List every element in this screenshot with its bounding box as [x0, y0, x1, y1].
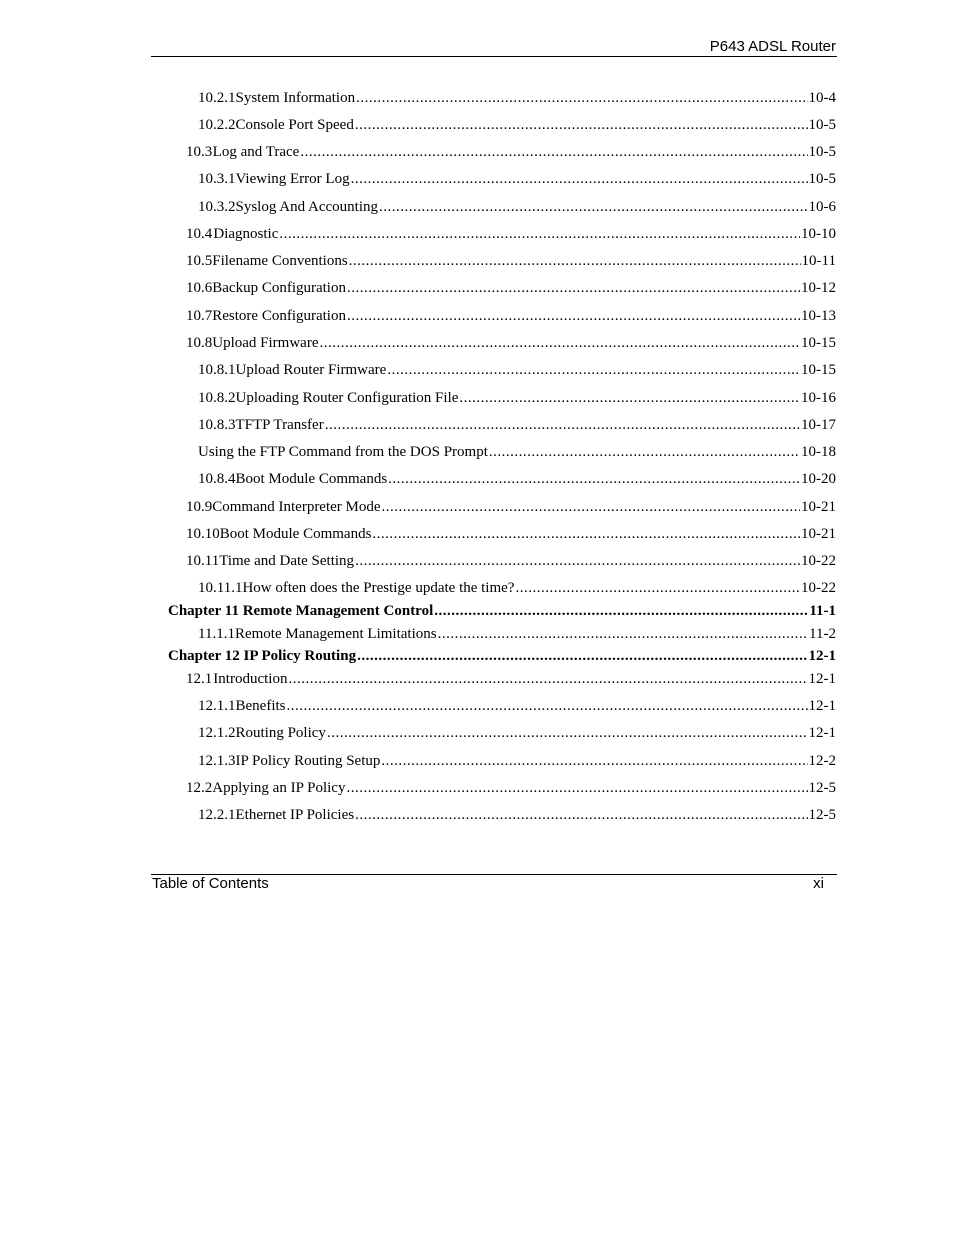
- footer-section-title: Table of Contents: [152, 875, 269, 892]
- toc-dot-leader: [355, 552, 800, 570]
- toc-entry-title: Benefits: [235, 698, 286, 714]
- toc-entry[interactable]: [198, 752, 836, 770]
- toc-entry-number: 10.7: [186, 308, 213, 324]
- toc-dot-leader: [379, 198, 807, 216]
- toc-entry[interactable]: [186, 525, 836, 543]
- toc-dot-leader: [434, 602, 808, 620]
- toc-entry-number: 10.8.1: [198, 362, 236, 378]
- toc-entry-page: 12-2: [808, 753, 836, 769]
- toc-entry-page: 10-11: [801, 253, 836, 269]
- toc-entry-number: 10.11: [186, 553, 220, 569]
- toc-entry-page: 10-21: [801, 526, 836, 542]
- toc-entry-number: 10.8.4: [198, 471, 236, 487]
- toc-dot-leader: [381, 752, 807, 770]
- toc-entry-page: 10-4: [808, 90, 836, 106]
- toc-entry[interactable]: [198, 89, 836, 107]
- toc-entry-page: 10-5: [808, 117, 836, 133]
- toc-entry[interactable]: [198, 443, 836, 461]
- toc-entry-number: 12.1: [186, 671, 213, 687]
- toc-entry[interactable]: [186, 279, 836, 297]
- toc-entry-title: How often does the Prestige update the time?: [242, 580, 515, 596]
- toc-dot-leader: [356, 89, 807, 107]
- toc-chapter-page: 12-1: [808, 648, 836, 664]
- toc-entry-page: 12-5: [808, 807, 836, 823]
- toc-entry-page: 10-5: [808, 171, 836, 187]
- toc-entry-number: 12.1.3: [198, 753, 236, 769]
- toc-dot-leader: [355, 806, 807, 824]
- toc-dot-leader: [438, 625, 808, 643]
- toc-entry-page: 11-2: [809, 626, 836, 642]
- toc-entry-number: 12.2.1: [198, 807, 236, 823]
- toc-entry-number: 10.8.2: [198, 390, 236, 406]
- toc-entry[interactable]: [186, 225, 836, 243]
- toc-entry[interactable]: [186, 143, 836, 161]
- toc-entry-page: 10-5: [808, 144, 836, 160]
- toc-entry-number: 10.4: [186, 226, 213, 242]
- toc-entry-title: TFTP Transfer: [235, 417, 324, 433]
- toc-dot-leader: [382, 498, 800, 516]
- toc-dot-leader: [515, 579, 800, 597]
- toc-dot-leader: [346, 779, 807, 797]
- toc-entry-title: Upload Router Firmware: [235, 362, 387, 378]
- toc-entry-number: 10.3: [186, 144, 213, 160]
- toc-entry-number: 10.3.2: [198, 199, 236, 215]
- toc-entry-title: Ethernet IP Policies: [235, 807, 355, 823]
- toc-dot-leader: [319, 334, 800, 352]
- toc-entry-page: 10-13: [801, 308, 836, 324]
- toc-entry-page: 12-1: [808, 671, 836, 687]
- toc-dot-leader: [387, 361, 800, 379]
- toc-entry-page: 10-18: [801, 444, 836, 460]
- toc-entry-number: 10.10: [186, 526, 220, 542]
- toc-entry[interactable]: [186, 552, 836, 570]
- toc-entry-page: 12-1: [808, 725, 836, 741]
- toc-entry[interactable]: [198, 416, 836, 434]
- toc-entry-title: Log and Trace: [212, 144, 300, 160]
- toc-entry-number: 12.1.1: [198, 698, 236, 714]
- toc-entry-number: 10.3.1: [198, 171, 236, 187]
- toc-entry[interactable]: [186, 307, 836, 325]
- toc-entry-title: Console Port Speed: [235, 117, 354, 133]
- toc-entry-title: Viewing Error Log: [235, 171, 350, 187]
- toc-dot-leader: [287, 697, 808, 715]
- toc-entry-title: Restore Configuration: [212, 308, 346, 324]
- toc-entry-number: 12.2: [186, 780, 213, 796]
- toc-entry-title: Uploading Router Configuration File: [235, 390, 459, 406]
- toc-entry-page: 10-15: [801, 362, 836, 378]
- toc-entry-title: System Information: [235, 90, 356, 106]
- toc-entry-number: 10.2.2: [198, 117, 236, 133]
- toc-entry[interactable]: [186, 334, 836, 352]
- toc-entry-number: 10.9: [186, 499, 213, 515]
- toc-entry-number: 12.1.2: [198, 725, 236, 741]
- toc-dot-leader: [349, 252, 801, 270]
- toc-entry-title: Applying an IP Policy: [212, 780, 346, 796]
- toc-entry[interactable]: [186, 252, 836, 270]
- toc-entry-title: Routing Policy: [235, 725, 326, 741]
- toc-entry-page: 10-16: [801, 390, 836, 406]
- toc-entry-number: 10.2.1: [198, 90, 236, 106]
- toc-chapter-title: Chapter 12 IP Policy Routing: [168, 648, 357, 664]
- toc-entry-title: Introduction: [213, 671, 288, 687]
- toc-chapter-title: Chapter 11 Remote Management Control: [168, 603, 434, 619]
- toc-entry-title: IP Policy Routing Setup: [235, 753, 381, 769]
- toc-entry-title: Boot Module Commands: [235, 471, 388, 487]
- toc-dot-leader: [355, 116, 808, 134]
- toc-entry[interactable]: [198, 625, 836, 643]
- toc-entry-title: Time and Date Setting: [219, 553, 355, 569]
- toc-entry-page: 10-17: [801, 417, 836, 433]
- toc-entry[interactable]: [198, 389, 836, 407]
- toc-dot-leader: [489, 443, 800, 461]
- toc-entry[interactable]: [198, 198, 836, 216]
- toc-entry[interactable]: [198, 170, 836, 188]
- toc-entry-number: 10.8.3: [198, 417, 236, 433]
- toc-entry-number: 10.5: [186, 253, 213, 269]
- toc-entry-title: Remote Management Limitations: [234, 626, 437, 642]
- toc-entry-page: 10-12: [801, 280, 836, 296]
- footer-page-number: xi: [813, 875, 824, 892]
- toc-dot-leader: [351, 170, 808, 188]
- toc-entry-title: Backup Configuration: [212, 280, 346, 296]
- toc-entry[interactable]: [198, 697, 836, 715]
- toc-chapter-entry[interactable]: [168, 647, 836, 665]
- toc-dot-leader: [357, 647, 807, 665]
- toc-dot-leader: [300, 143, 807, 161]
- toc-entry[interactable]: [198, 116, 836, 134]
- toc-dot-leader: [347, 279, 800, 297]
- toc-entry-number: 10.6: [186, 280, 213, 296]
- toc-entry-page: 10-6: [808, 199, 836, 215]
- toc-dot-leader: [388, 470, 800, 488]
- toc-entry-page: 10-22: [801, 553, 836, 569]
- toc-entry[interactable]: [198, 579, 836, 597]
- toc-chapter-entry[interactable]: [168, 602, 836, 620]
- toc-entry[interactable]: [186, 498, 836, 516]
- toc-dot-leader: [459, 389, 800, 407]
- toc-entry-title: Filename Conventions: [212, 253, 348, 269]
- toc-dot-leader: [288, 670, 807, 688]
- toc-entry-page: 10-15: [801, 335, 836, 351]
- toc-dot-leader: [279, 225, 800, 243]
- toc-chapter-page: 11-1: [809, 603, 836, 619]
- toc-entry-title: Diagnostic: [213, 226, 279, 242]
- toc-entry[interactable]: [186, 779, 836, 797]
- toc-entry[interactable]: [198, 724, 836, 742]
- toc-entry-number: 11.1.1: [198, 626, 235, 642]
- toc-entry-number: 10.11.1: [198, 580, 243, 596]
- toc-entry-page: 10-10: [801, 226, 836, 242]
- toc-entry-title: Boot Module Commands: [219, 526, 372, 542]
- toc-entry-title: Using the FTP Command from the DOS Prompt: [198, 444, 488, 460]
- toc-entry-title: Syslog And Accounting: [235, 199, 379, 215]
- toc-entry-page: 12-5: [808, 780, 836, 796]
- toc-entry-page: 10-20: [801, 471, 836, 487]
- running-header-title: P643 ADSL Router: [709, 38, 836, 55]
- toc-entry[interactable]: [198, 361, 836, 379]
- toc-entry[interactable]: [198, 806, 836, 824]
- toc-entry[interactable]: [198, 470, 836, 488]
- toc-dot-leader: [347, 307, 800, 325]
- toc-entry-title: Command Interpreter Mode: [212, 499, 381, 515]
- toc-entry-page: 10-22: [801, 580, 836, 596]
- toc-entry-title: Upload Firmware: [212, 335, 319, 351]
- toc-dot-leader: [325, 416, 800, 434]
- toc-dot-leader: [372, 525, 800, 543]
- toc-entry-page: 10-21: [801, 499, 836, 515]
- toc-dot-leader: [327, 724, 808, 742]
- toc-entry-number: 10.8: [186, 335, 213, 351]
- toc-entry[interactable]: [186, 670, 836, 688]
- toc-entry-page: 12-1: [808, 698, 836, 714]
